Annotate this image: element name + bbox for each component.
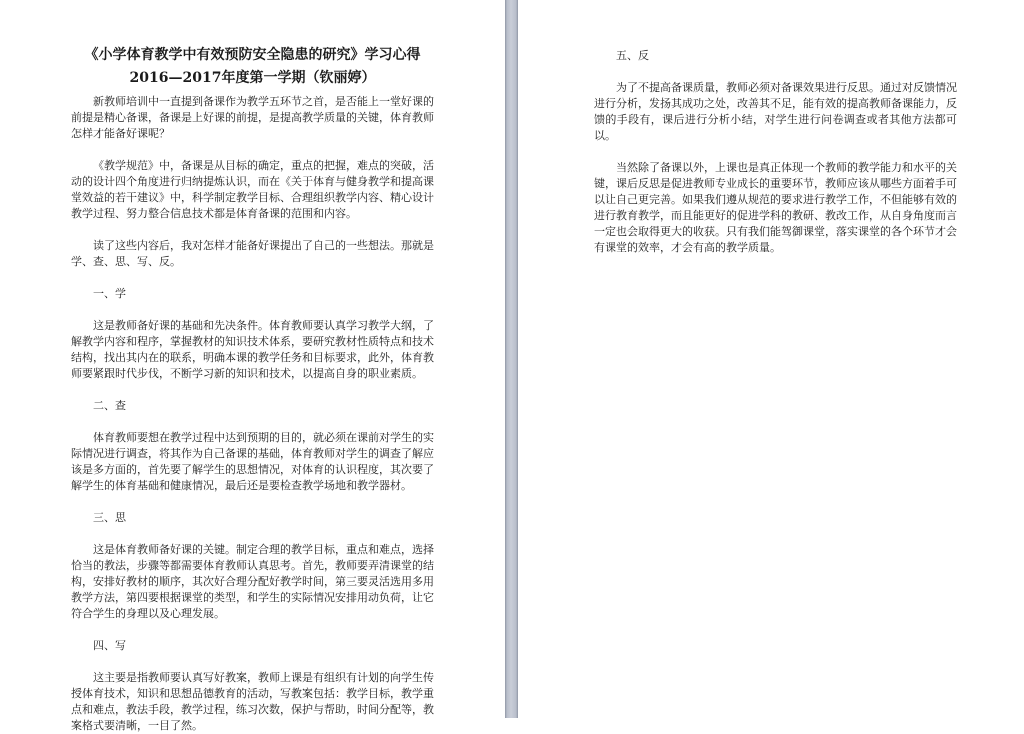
section-body-study: 这是教师备好课的基础和先决条件。体育教师要认真学习教学大纲，了解教学内容和程序，掌握教材的知识技术体系，要研究教材性质特点和技术结构，找出其内在的联系，明确本课的教学任务和目标要求，此外，体育教师要紧跟时代步伐，不断学习新的知识和技术，以提高自身的职业素质。 — [71, 319, 434, 380]
section-heading-investigate: 二、查 — [93, 399, 126, 412]
section-heading-reflect: 五、反 — [616, 49, 649, 62]
section-body-think: 这是体育教师备好课的关键。制定合理的教学目标，重点和难点，选择恰当的教法，步骤等都需要体育教师认真思考。首先，教师要弄清课堂的结构，安排好教材的顺序，其次好合理分配好教学时间，第三要灵活选用多用教学方法，第四要根据课堂的类型，和学生的实际情况安排用动负荷，让它符合学生的身理以及心理发展。 — [71, 543, 434, 620]
page-1-content — [71, 44, 434, 734]
section-heading-think: 三、思 — [93, 511, 126, 524]
document-title: 《小学体育教学中有效预防安全隐患的研究》学习心得 — [84, 47, 421, 63]
intro-paragraph-1: 新教师培训中一直提到备课作为教学五环节之首，是否能上一堂好课的前提是精心备课，备课是上好课的前提，是提高教学质量的关键，体育教师怎样才能备好课呢？ — [71, 95, 434, 140]
section-body-write: 这主要是指教师要认真写好教案，教师上课是有组织有计划的向学生传授体育技术，知识和思想品德教育的活动，写教案包括：教学目标，教学重点和难点，教法手段，教学过程，练习次数，保护与帮助，时间分配等，教案格式要清晰，一目了然。 — [71, 671, 434, 732]
page-gutter — [505, 0, 518, 718]
section-heading-write: 四、写 — [93, 639, 126, 652]
intro-paragraph-2: 《教学规范》中，备课是从目标的确定，重点的把握，难点的突破，活动的设计四个角度进行归纳提炼认识，而在《关于体育与健身教学和提高课堂效益的若干建议》中，科学制定教学目标、合理组织教学内容、精心设计教学过程、努力整合信息技术都是体育备课的范围和内容。 — [71, 159, 434, 220]
section-body-investigate: 体育教师要想在教学过程中达到预期的目的，就必须在课前对学生的实际情况进行调查，将其作为自己备课的基础，体育教师对学生的调查了解应该是多方面的，首先要了解学生的思想情况，对体育的认识程度，其次要了解学生的体育基础和健康情况，最后还是要检查教学场地和教学器材。 — [71, 431, 434, 492]
page-2-content — [594, 48, 957, 256]
document-page-1 — [0, 0, 505, 732]
document-page-2 — [518, 0, 1024, 718]
section-heading-study: 一、学 — [93, 287, 126, 300]
closing-paragraph: 当然除了备课以外，上课也是真正体现一个教师的教学能力和水平的关键，课后反思是促进教师专业成长的重要环节，教师应该从哪些方面着手可以让自己更完善。如果我们遵从规范的要求进行教学工作，不但能够有效的进行教育教学，而且能更好的促进学科的教研、教改工作，从自身角度而言一定也会取得更大的收获。只有我们能驾御课堂，落实课堂的各个环节才会有课堂的效率，才会有高的教学质量。 — [594, 161, 957, 254]
document-subtitle: 2016—2017年度第一学期（钦丽婷） — [129, 70, 376, 86]
section-body-reflect: 为了不提高备课质量，教师必须对备课效果进行反思。通过对反馈情况进行分析，发扬其成功之处，改善其不足，能有效的提高教师备课能力，反馈的手段有，课后进行分析小结，对学生进行问卷调查或者其他方法都可以。 — [594, 81, 957, 142]
intro-paragraph-3: 读了这些内容后，我对怎样才能备好课提出了自己的一些想法。那就是学、查、思、写、反。 — [71, 239, 434, 268]
